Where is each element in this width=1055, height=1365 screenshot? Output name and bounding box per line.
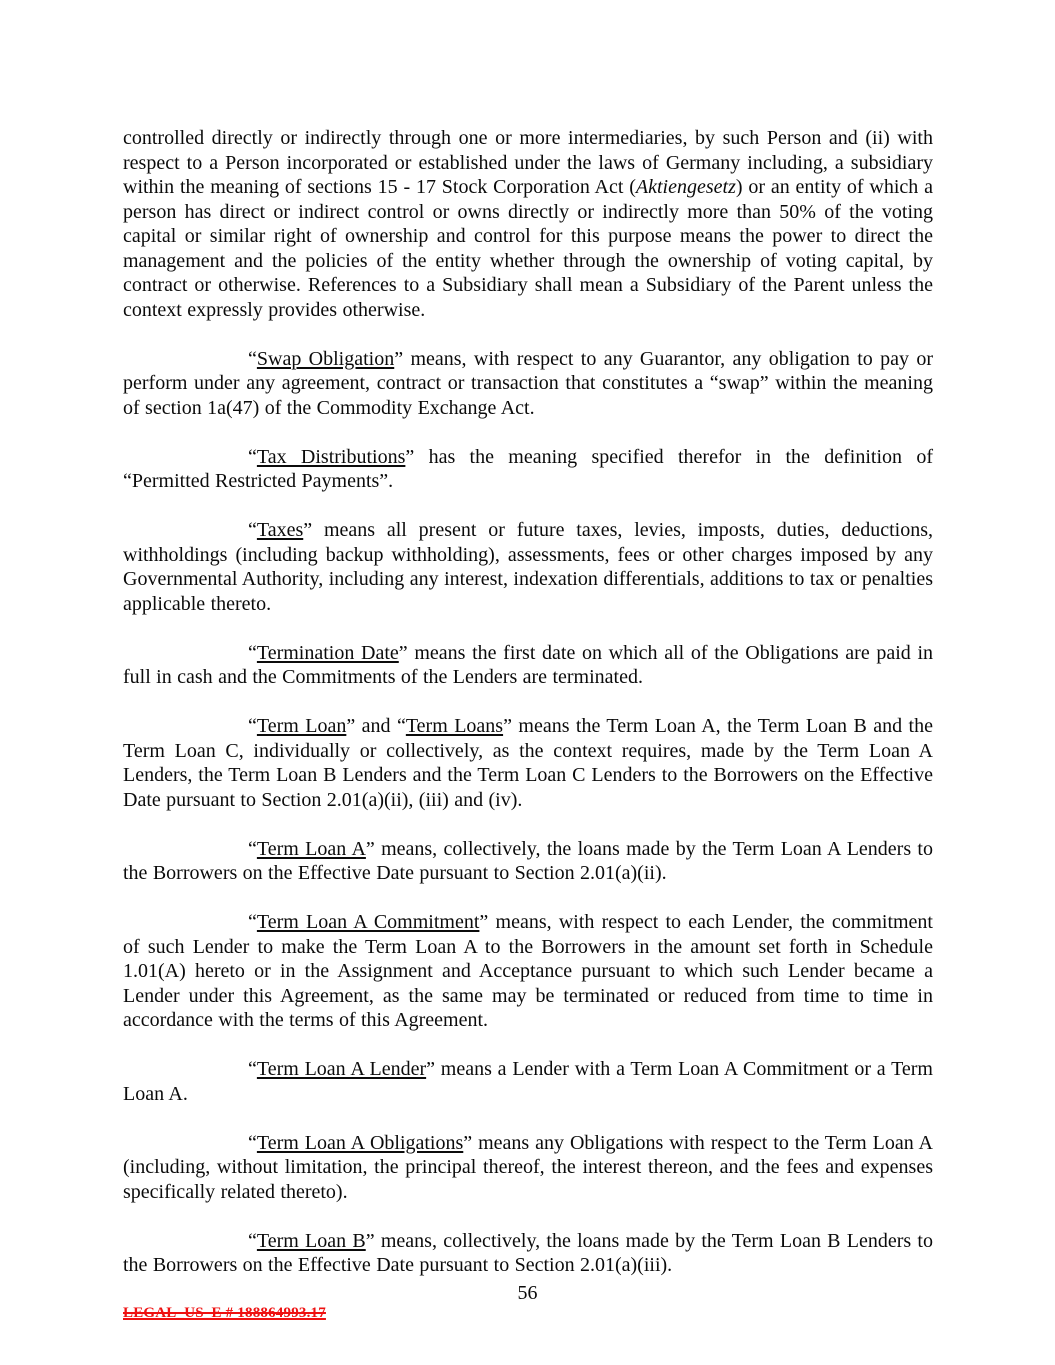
- defined-term: Term Loan A Obligations: [256, 1131, 464, 1154]
- defined-term: Term Loans: [405, 715, 504, 737]
- text-run: ” means the first date on which all of the Obligations are paid in full in cash and the Commitments of the Lenders are terminated.: [123, 641, 934, 688]
- text-run: “: [248, 837, 257, 860]
- defined-term: Term Loan A Commitment: [256, 911, 480, 933]
- text-run: “: [248, 519, 257, 541]
- paragraph: [123, 910, 933, 1033]
- text-run: ” means, with respect to any Guarantor, any obligation to pay or perform under any agreement, contract or transaction that constitutes a “swap” within the meaning of section 1a(47) of the Commodity Exchange Act.: [123, 347, 934, 419]
- defined-term: Term Loan A Lender: [256, 1058, 427, 1080]
- text-run: “: [248, 911, 257, 933]
- paragraph: [123, 1131, 933, 1205]
- text-run: “: [248, 715, 257, 737]
- defined-term: Swap Obligation: [256, 347, 395, 370]
- document-body: [123, 126, 933, 1302]
- paragraph: [123, 837, 933, 886]
- defined-term: Tax Distributions: [256, 445, 406, 468]
- text-run: ” means any Obligations with respect to the Term Loan A (including, without limitation, the principal thereof, the interest thereon, and the fees and expenses specifically related thereto).: [123, 1131, 933, 1203]
- text-run: “: [248, 1229, 257, 1252]
- text-run: controlled directly or indirectly through one or more intermediaries, by such Person and (ii) with respect to a Person incorporated or established under the laws of Germany including, a subsidiary within the meaning of sections 15 - 17 Stock Corporation Act (: [123, 127, 933, 198]
- text-run: ” means all present or future taxes, levies, imposts, duties, deductions, withholdings (including backup withholding), assessments, fees or other charges imposed by any Governmental Authority, including any interest, indexation differentials, additions to tax or penalties applicable thereto.: [123, 519, 933, 615]
- paragraph: [123, 714, 933, 812]
- paragraph: [123, 1057, 933, 1106]
- text-run: ” means a Lender with a Term Loan A Commitment or a Term Loan A.: [123, 1058, 933, 1105]
- text-run: ” has the meaning specified therefor in the definition of “Permitted Restricted Payments”.: [123, 445, 933, 492]
- paragraph: [123, 1229, 933, 1278]
- paragraph: [123, 347, 933, 421]
- text-run: “: [248, 1058, 257, 1080]
- text-run: ” and “: [346, 715, 406, 737]
- defined-term: Term Loan A: [256, 837, 366, 860]
- italic-term: Aktiengesetz: [635, 176, 736, 198]
- defined-term: Termination Date: [256, 641, 399, 664]
- text-run: “: [248, 1131, 257, 1154]
- text-run: ) or an entity of which a person has direct or indirect control or owns directly or indirectly more than 50% of the voting capital or similar right of ownership and control for this purpose means the power to direct the management and the policies of the entity whether through the ownership of voting capital, by contract or otherwise. References to a Subsidiary shall mean a Subsidiary of the Parent unless the context expressly provides otherwise.: [123, 176, 933, 321]
- defined-term: Term Loan: [256, 715, 347, 737]
- page-number: 56: [517, 1282, 538, 1304]
- paragraph: [123, 641, 933, 690]
- text-run: “: [248, 445, 257, 468]
- text-run: “: [248, 347, 257, 370]
- footer-legal-stamp: LEGAL_US_E # 188864993.17: [123, 1305, 326, 1321]
- paragraph: [123, 518, 933, 616]
- paragraph: [123, 126, 933, 322]
- paragraph: [123, 445, 933, 494]
- text-run: ” means, collectively, the loans made by the Term Loan A Lenders to the Borrowers on the Effective Date pursuant to Section 2.01(a)(ii).: [123, 837, 933, 884]
- text-run: ” means the Term Loan A, the Term Loan B and the Term Loan C, individually or collectively, as the context requires, made by the Term Loan A Lenders, the Term Loan B Lenders and the Term Loan C Lenders to the Borrowers on the Effective Date pursuant to Section 2.01(a)(ii), (iii) and (iv).: [123, 715, 933, 811]
- text-run: ” means, with respect to each Lender, the commitment of such Lender to make the Term Loan A to the Borrowers in the amount set forth in Schedule 1.01(A) hereto or in the Assignment and Acceptance pursuant to which such Lender became a Lender under this Agreement, as the same may be terminated or reduced from time to time in accordance with the terms of this Agreement.: [123, 911, 933, 1031]
- defined-term: Term Loan B: [256, 1229, 366, 1252]
- defined-term: Taxes: [256, 519, 304, 541]
- text-run: ” means, collectively, the loans made by the Term Loan B Lenders to the Borrowers on the Effective Date pursuant to Section 2.01(a)(iii).: [123, 1229, 933, 1276]
- text-run: “: [248, 641, 257, 664]
